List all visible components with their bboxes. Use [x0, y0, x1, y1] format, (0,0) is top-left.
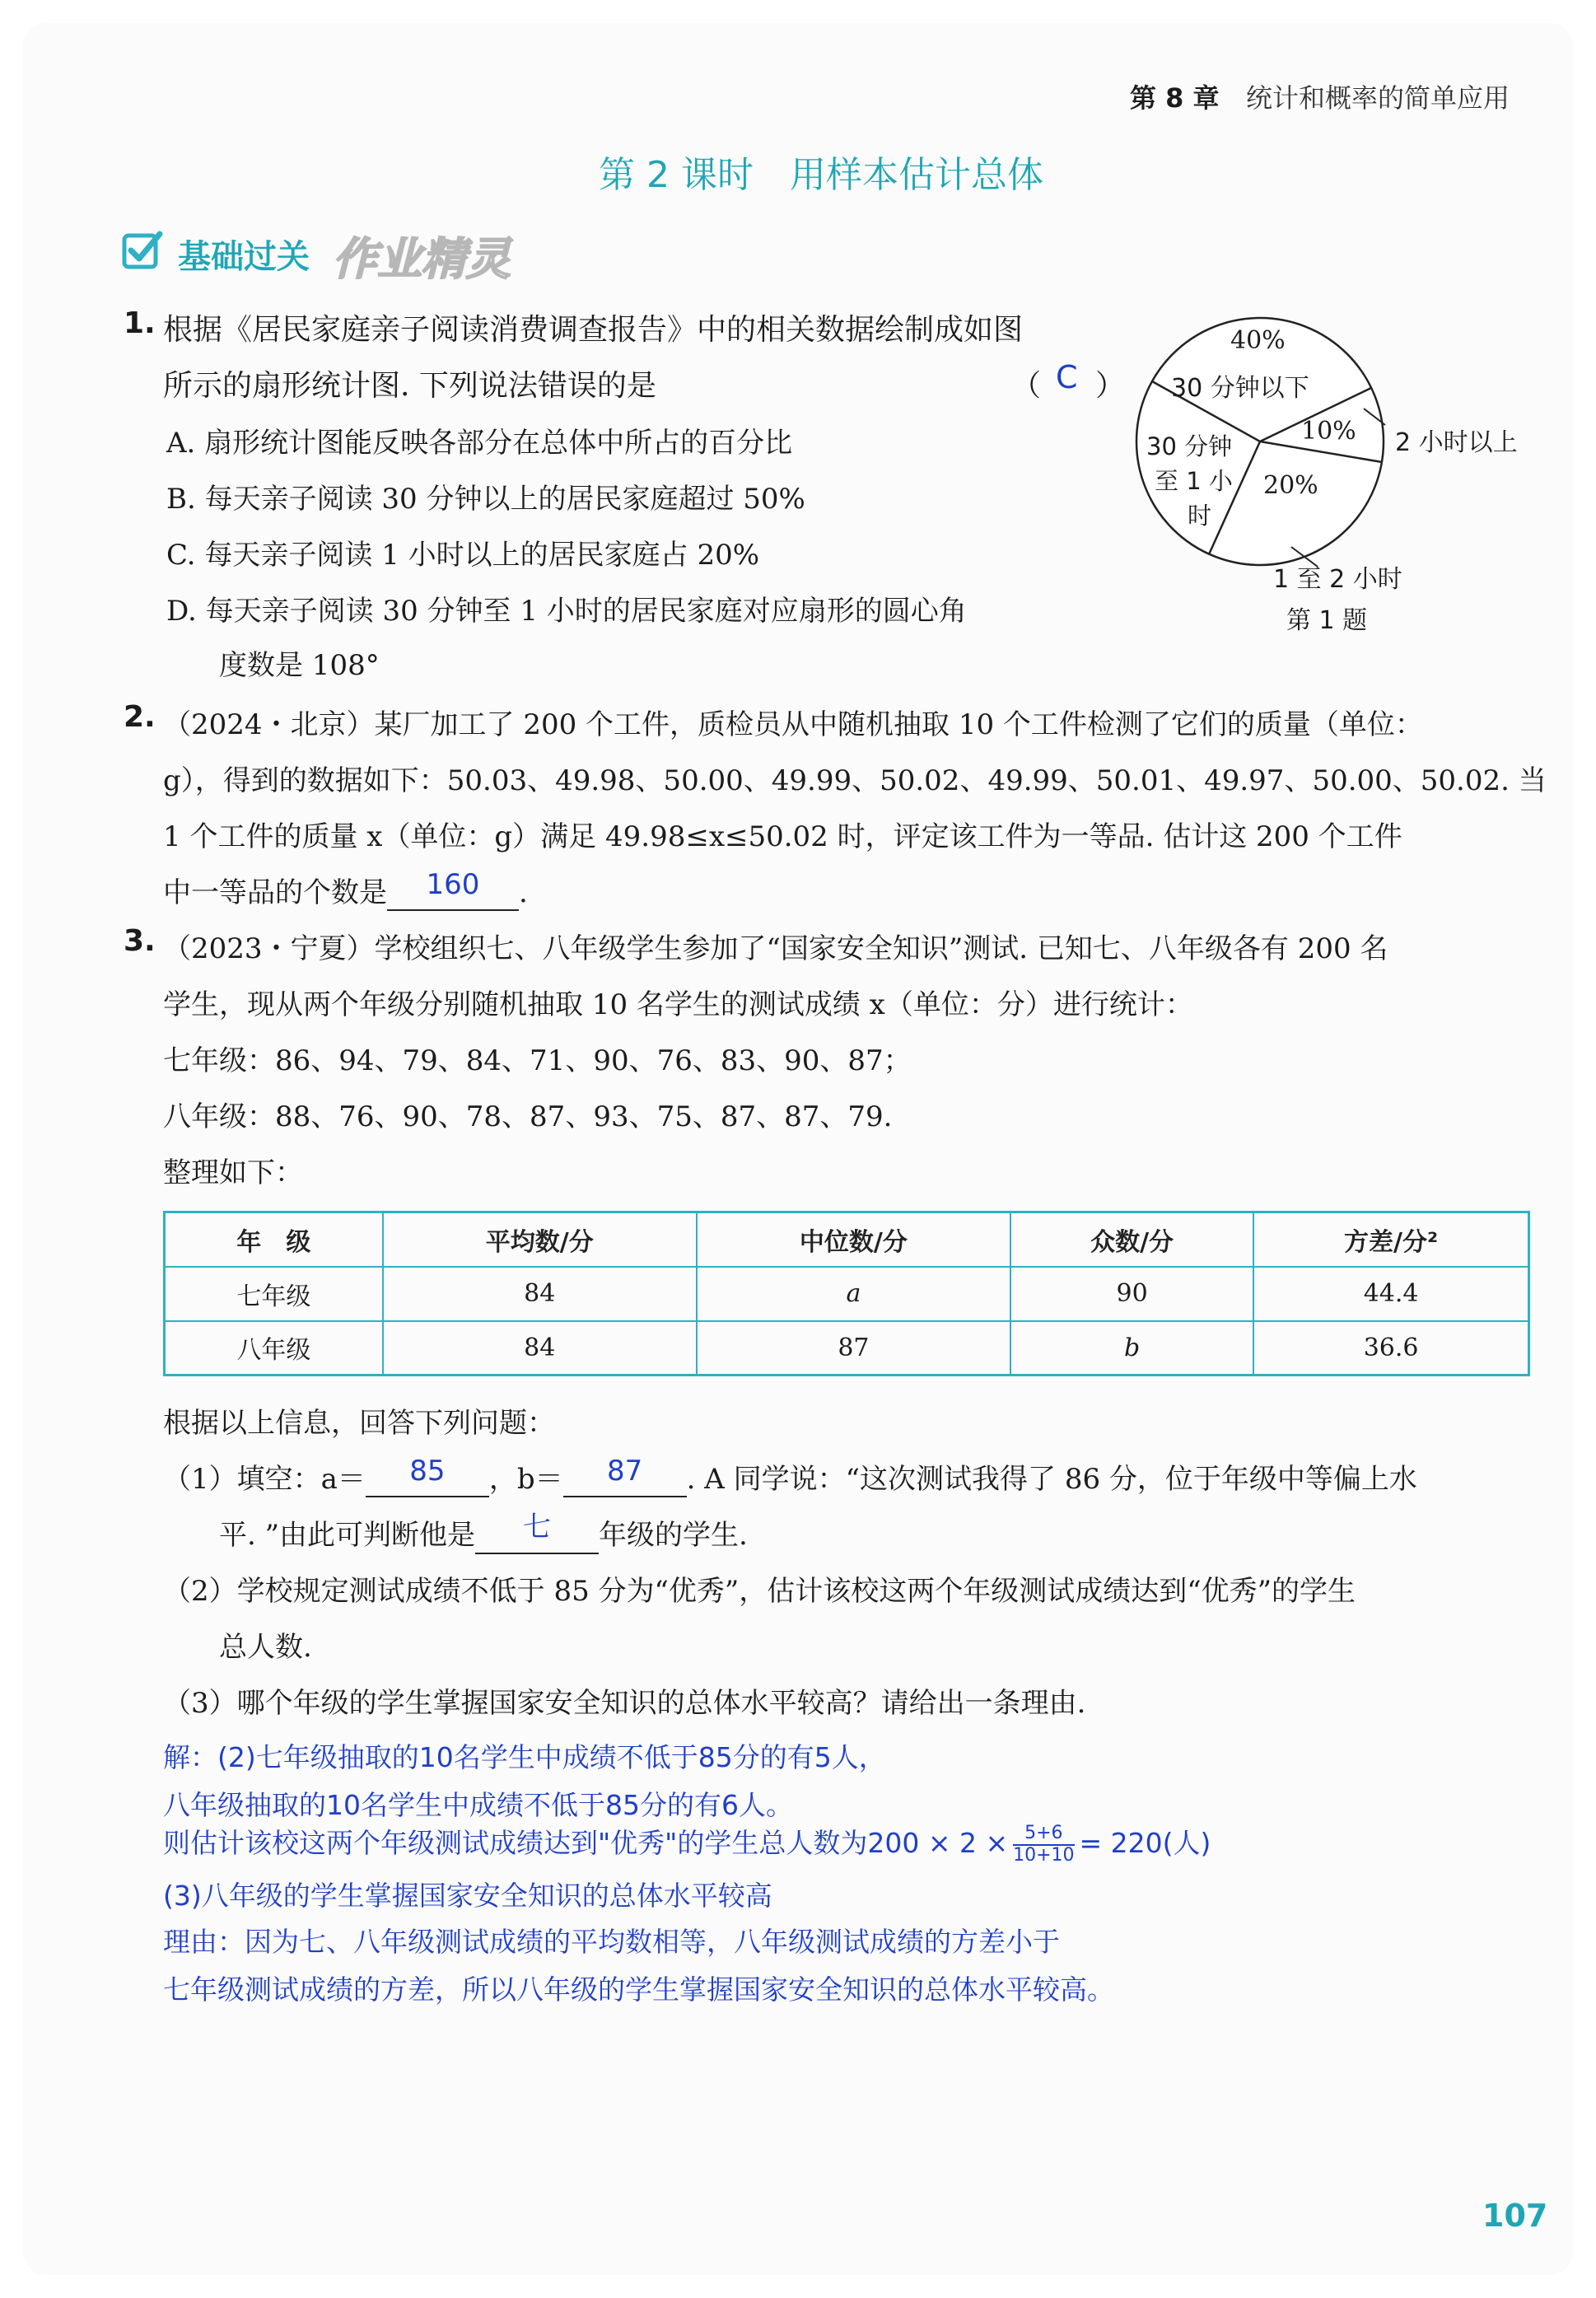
- q3-grade8-data: 八年级：88、76、90、78、87、93、75、87、87、79.: [163, 1100, 893, 1133]
- pie-slice-label-under30: 30 分钟以下: [1171, 374, 1309, 403]
- table-cell: 84: [383, 1267, 697, 1321]
- pie-slice-label-30to60-l1: 30 分钟: [1146, 432, 1233, 460]
- q3-part1-a-label: （1）填空：a＝: [163, 1463, 366, 1496]
- solution-line6: 七年级测试成绩的方差，所以八年级的学生掌握国家安全知识的总体水平较高。: [163, 1973, 1114, 2006]
- q2-number: 2.: [124, 700, 156, 734]
- checkbox-icon: [122, 229, 163, 270]
- solution-line3-result: = 220(人): [1079, 1827, 1211, 1859]
- q1-option-c: C. 每天亲子阅读 1 小时以上的居民家庭占 20%: [166, 539, 760, 572]
- table-header-cell: 众数/分: [1010, 1212, 1253, 1267]
- solution-line5: 理由：因为七、八年级测试成绩的平均数相等，八年级测试成绩的方差小于: [163, 1926, 1060, 1958]
- q1-option-a: A. 扇形统计图能反映各部分在总体中所占的百分比: [166, 427, 793, 460]
- q3-answer-b-blank: [563, 1455, 687, 1497]
- q3-line1: （2023・宁夏）学校组织七、八年级学生参加了“国家安全知识”测试. 已知七、八年级各有 200 名: [163, 932, 1388, 965]
- q3-organize: 整理如下：: [163, 1156, 303, 1189]
- q3-part1-end: 年级的学生.: [599, 1519, 748, 1552]
- table-row: [165, 1267, 1529, 1321]
- q1-option-b: B. 每天亲子阅读 30 分钟以上的居民家庭超过 50%: [166, 483, 805, 516]
- watermark-logo: 作业精灵: [333, 233, 511, 285]
- q3-number: 3.: [124, 924, 156, 958]
- q2-line1: （2024・北京）某厂加工了 200 个工件，质检员从中随机抽取 10 个工件检测了它们的质量（单位：: [163, 708, 1423, 741]
- q2-line4-end: .: [519, 876, 528, 909]
- solution-line3: [163, 1822, 1211, 1866]
- chapter-title: 统计和概率的简单应用: [1246, 82, 1510, 114]
- table-header-cell: 中位数/分: [697, 1212, 1010, 1267]
- table-cell: 七年级: [165, 1267, 383, 1321]
- table-cell: 87: [697, 1321, 1010, 1376]
- q2-line3: 1 个工件的质量 x（单位：g）满足 49.98≤x≤50.02 时，评定该工件为一等品. 估计这 200 个工件: [163, 820, 1402, 853]
- pie-slice-label-30to60-l2: 至 1 小: [1155, 467, 1233, 495]
- pie-slice-percent-1to2h: 20%: [1263, 471, 1318, 500]
- q3-prompt: 根据以上信息，回答下列问题：: [163, 1407, 555, 1440]
- solution-line1: 解：(2)七年级抽取的10名学生中成绩不低于85分的有5人，: [163, 1741, 886, 1773]
- table-cell: 90: [1010, 1267, 1253, 1321]
- q1-option-d-line1: D. 每天亲子阅读 30 分钟至 1 小时的居民家庭对应扇形的圆心角: [166, 595, 967, 628]
- q3-part1-statement: . A 同学说：“这次测试我得了 86 分，位于年级中等偏上水: [686, 1463, 1417, 1496]
- q1-stem-line2: 所示的扇形统计图. 下列说法错误的是: [163, 369, 656, 403]
- q3-answer-grade: 七: [523, 1511, 551, 1544]
- q3-part2-line1: （2）学校规定测试成绩不低于 85 分为“优秀”，估计该校这两个年级测试成绩达到“优秀”的学生: [163, 1575, 1356, 1608]
- q2-line4: [163, 870, 528, 911]
- table-cell: 44.4: [1253, 1267, 1528, 1321]
- q3-line2: 学生，现从两个年级分别随机抽取 10 名学生的测试成绩 x（单位：分）进行统计：: [163, 988, 1193, 1021]
- solution-fraction: [1013, 1824, 1074, 1865]
- page-number: 107: [1482, 2198, 1548, 2234]
- pie-slice-label-30to60-l3: 时: [1188, 502, 1212, 530]
- pie-slice-label-1to2h: 1 至 2 小时: [1273, 565, 1402, 594]
- solution-line3-text: 则估计该校这两个年级测试成绩达到"优秀"的学生总人数为200 × 2 ×: [163, 1827, 1009, 1859]
- pie-slice-percent-over2h: 10%: [1301, 417, 1356, 446]
- pie-slice-percent-under30: 40%: [1230, 326, 1286, 355]
- q1-paren-close: ）: [1095, 369, 1126, 403]
- fraction-denominator: 10+10: [1013, 1844, 1075, 1866]
- q3-answer-a-blank: [366, 1455, 489, 1497]
- chapter-number: 第 8 章: [1130, 82, 1220, 114]
- q3-part3: （3）哪个年级的学生掌握国家安全知识的总体水平较高？请给出一条理由.: [163, 1687, 1086, 1720]
- solution-line4: (3)八年级的学生掌握国家安全知识的总体水平较高: [163, 1880, 772, 1912]
- q2-answer: 160: [426, 868, 480, 901]
- table-cell: 84: [383, 1321, 697, 1376]
- section-label: 基础过关: [178, 238, 310, 276]
- pie-chart: [1128, 310, 1392, 573]
- table-cell: b: [1010, 1321, 1253, 1376]
- stats-table: [163, 1211, 1530, 1376]
- q3-part1-judge: 平. ”由此可判断他是: [219, 1519, 475, 1552]
- table-header-cell: 年 级: [165, 1212, 383, 1267]
- q3-part2-line2: 总人数.: [219, 1631, 312, 1664]
- q1-stem-line1: 根据《居民家庭亲子阅读消费调查报告》中的相关数据绘制成如图: [163, 313, 1024, 347]
- q3-answer-a: 85: [409, 1455, 446, 1488]
- table-cell: 八年级: [165, 1321, 383, 1376]
- q2-line4-text: 中一等品的个数是: [163, 876, 387, 909]
- pie-caption: 第 1 题: [1286, 606, 1368, 635]
- fraction-numerator: 5+6: [1013, 1824, 1074, 1845]
- lesson-title: 第 2 课时 用样本估计总体: [599, 154, 1043, 196]
- q1-paren-open: （: [1011, 369, 1042, 403]
- solution-line2: 八年级抽取的10名学生中成绩不低于85分的有6人。: [163, 1789, 793, 1821]
- table-cell: a: [697, 1267, 1010, 1321]
- table-header-row: [165, 1212, 1529, 1267]
- q1-number: 1.: [124, 306, 156, 340]
- q2-line2: g），得到的数据如下：50.03、49.98、50.00、49.99、50.02、49.99、50.01、49.97、50.00、50.02. 当: [163, 764, 1547, 797]
- q1-answer: C: [1056, 359, 1078, 395]
- q3-answer-b: 87: [607, 1455, 643, 1488]
- q2-answer-blank: [387, 868, 519, 911]
- q3-part1-line1: [163, 1456, 1417, 1497]
- table-header-cell: 平均数/分: [383, 1212, 697, 1267]
- q3-part1-b-label: ，b＝: [488, 1463, 563, 1496]
- q1-option-d-line2: 度数是 108°: [219, 649, 380, 682]
- q3-answer-grade-blank: [475, 1512, 599, 1554]
- q3-part1-line2: [219, 1512, 748, 1554]
- table-header-cell: 方差/分²: [1253, 1212, 1528, 1267]
- q3-grade7-data: 七年级：86、94、79、84、71、90、76、83、90、87；: [163, 1044, 912, 1077]
- table-cell: 36.6: [1253, 1321, 1528, 1376]
- pie-slice-label-over2h: 2 小时以上: [1395, 428, 1518, 457]
- table-row: [165, 1321, 1529, 1376]
